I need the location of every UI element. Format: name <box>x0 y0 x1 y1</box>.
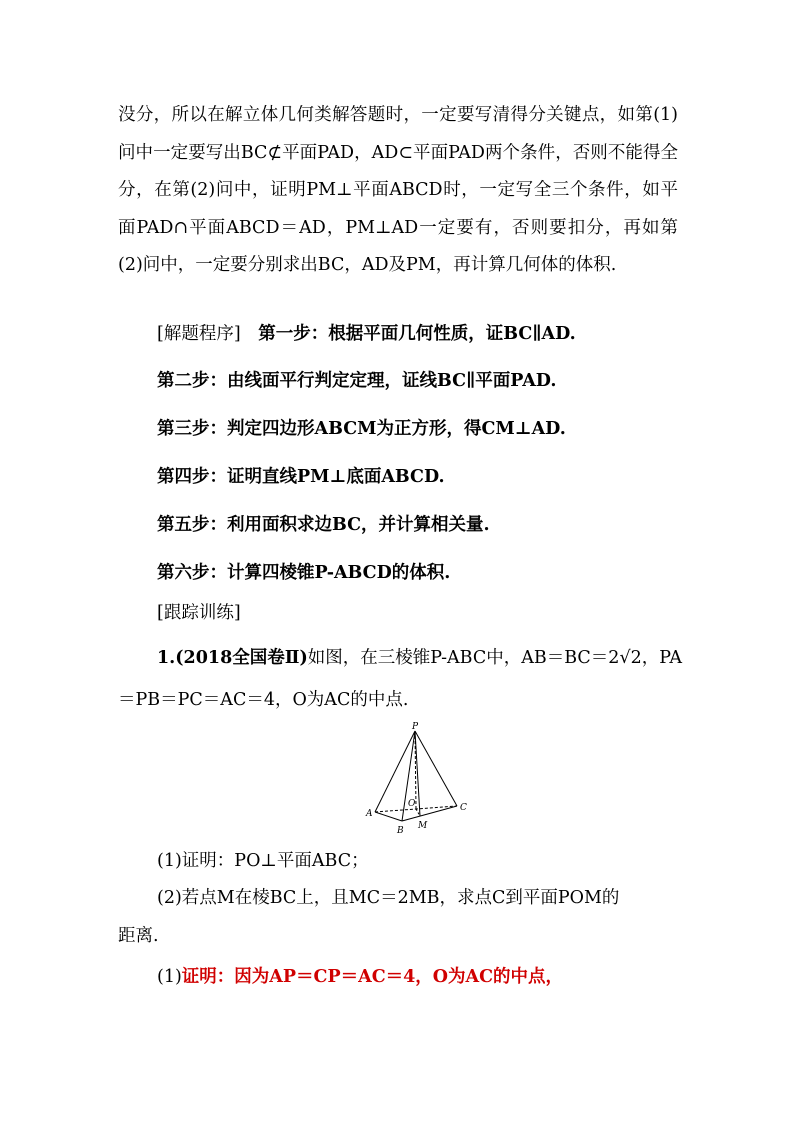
step-3: 第三步：判定四边形ABCM为正方形，得CM⊥AD. <box>157 419 566 439</box>
label-O: O <box>408 799 416 809</box>
step-4: 第四步：证明直线PM⊥底面ABCD. <box>157 467 445 487</box>
edge-AB <box>375 812 402 821</box>
question-1: (1)证明：PO⊥平面ABC； <box>157 851 369 871</box>
problem-text-2: ＝PB＝PC＝AC＝4，O为AC的中点. <box>118 690 409 710</box>
edge-PC <box>415 731 457 806</box>
intro-paragraph: 没分，所以在解立体几何类解答题时，一定要写清得分关键点，如第(1)问中一定要写出BC⊄平面PAD，AD⊂平面PAD两个条件，否则不能得全分，在第(2)问中，证明PM⊥平面ABCD时，一定写全三个条件，如平面PAD∩平面ABCD＝AD，PM⊥AD一定要有，否则要扣分，再如第(2)问中，一定要分别求出BC，AD及PM，再计算几何体的体积. <box>118 105 678 275</box>
label-M: M <box>418 821 428 831</box>
problem-source: (2018全国卷Ⅱ) <box>175 648 308 668</box>
question-2-line-1: (2)若点M在棱BC上，且MC＝2MB，求点C到平面POM的 <box>157 888 620 908</box>
problem-line-1 <box>157 646 682 670</box>
label-B: B <box>397 826 404 836</box>
step-5: 第五步：利用面积求边BC，并计算相关量. <box>157 515 490 535</box>
tetrahedron-figure <box>360 720 480 840</box>
step-2: 第二步：由线面平行判定定理，证线BC∥平面PAD. <box>157 371 557 391</box>
step-1: 第一步：根据平面几何性质，证BC∥AD. <box>258 324 576 344</box>
procedure-heading: [解题程序] <box>157 324 241 344</box>
label-C: C <box>460 803 467 813</box>
solution-label: 证明： <box>181 967 235 987</box>
practice-heading: [跟踪训练] <box>157 603 241 623</box>
label-A: A <box>366 809 373 819</box>
label-P: P <box>412 722 419 732</box>
solution-prefix: (1) <box>157 967 182 987</box>
solution-text: 因为AP＝CP＝AC＝4，O为AC的中点， <box>234 967 564 987</box>
problem-text-1: 如图，在三棱锥P-ABC中，AB＝BC＝2√2，PA <box>307 648 683 668</box>
question-2-line-2: 距离. <box>118 926 159 946</box>
solution-line <box>157 965 563 989</box>
problem-number: 1. <box>157 648 176 668</box>
step-6: 第六步：计算四棱锥P-ABCD的体积. <box>157 563 451 583</box>
procedure-line <box>157 322 576 346</box>
